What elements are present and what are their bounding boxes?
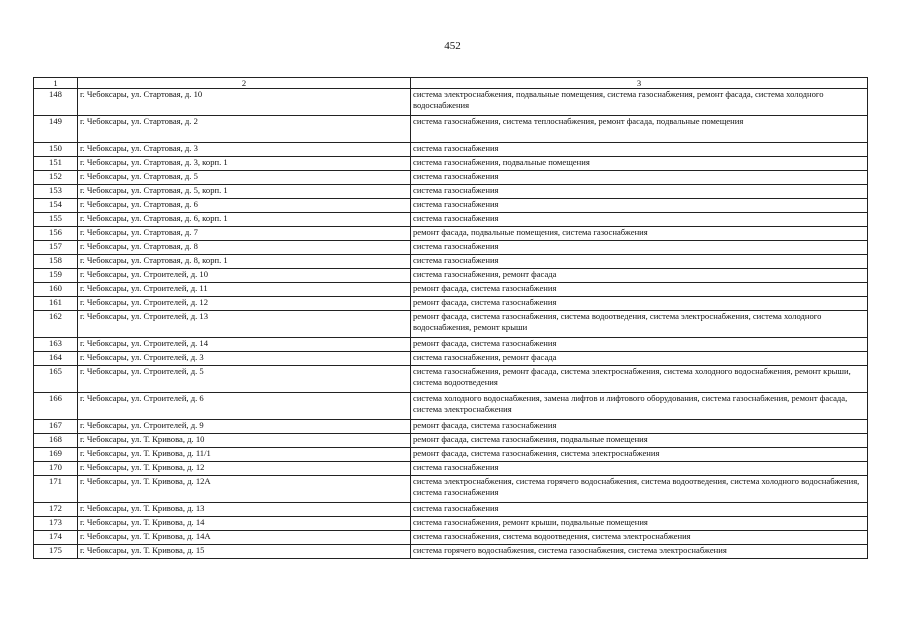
table-row <box>34 531 868 545</box>
building-address: г. Чебоксары, ул. Стартовая, д. 6 <box>78 199 411 213</box>
repair-works: ремонт фасада, система газоснабжения <box>411 283 868 297</box>
building-address: г. Чебоксары, ул. Строителей, д. 14 <box>78 338 411 352</box>
building-address: г. Чебоксары, ул. Т. Кривова, д. 11/1 <box>78 448 411 462</box>
table-row <box>34 283 868 297</box>
building-address: г. Чебоксары, ул. Стартовая, д. 7 <box>78 227 411 241</box>
row-number: 171 <box>34 476 78 503</box>
table-row <box>34 269 868 283</box>
column-header-address: 2 <box>78 78 411 89</box>
table-row <box>34 171 868 185</box>
table-row <box>34 297 868 311</box>
table-row <box>34 255 868 269</box>
row-number: 155 <box>34 213 78 227</box>
table-row <box>34 143 868 157</box>
row-number: 158 <box>34 255 78 269</box>
table-row <box>34 448 868 462</box>
building-address: г. Чебоксары, ул. Стартовая, д. 6, корп. 1 <box>78 213 411 227</box>
table-row <box>34 338 868 352</box>
repair-works: система газоснабжения <box>411 241 868 255</box>
building-address: г. Чебоксары, ул. Стартовая, д. 3, корп. 1 <box>78 157 411 171</box>
row-number: 170 <box>34 462 78 476</box>
repair-works: система газоснабжения, система водоотведения, система электроснабжения <box>411 531 868 545</box>
row-number: 172 <box>34 503 78 517</box>
building-address: г. Чебоксары, ул. Стартовая, д. 8, корп. 1 <box>78 255 411 269</box>
row-number: 167 <box>34 420 78 434</box>
table-row <box>34 476 868 503</box>
table-row <box>34 434 868 448</box>
row-number: 164 <box>34 352 78 366</box>
row-number: 151 <box>34 157 78 171</box>
table-row <box>34 89 868 116</box>
repair-works: система горячего водоснабжения, система газоснабжения, система электроснабжения <box>411 545 868 559</box>
row-number: 174 <box>34 531 78 545</box>
repair-works: система газоснабжения, ремонт фасада, система электроснабжения, система холодного водоснабжения, ремонт крыши, система водоотведения <box>411 366 868 393</box>
table-row <box>34 366 868 393</box>
table-row <box>34 157 868 171</box>
building-address: г. Чебоксары, ул. Строителей, д. 11 <box>78 283 411 297</box>
building-address: г. Чебоксары, ул. Стартовая, д. 10 <box>78 89 411 116</box>
table-row <box>34 311 868 338</box>
building-address: г. Чебоксары, ул. Стартовая, д. 5, корп. 1 <box>78 185 411 199</box>
table-row <box>34 393 868 420</box>
building-address: г. Чебоксары, ул. Стартовая, д. 3 <box>78 143 411 157</box>
repair-works: ремонт фасада, система газоснабжения <box>411 420 868 434</box>
row-number: 160 <box>34 283 78 297</box>
repair-works: система газоснабжения, ремонт фасада <box>411 352 868 366</box>
building-address: г. Чебоксары, ул. Т. Кривова, д. 14А <box>78 531 411 545</box>
building-address: г. Чебоксары, ул. Строителей, д. 5 <box>78 366 411 393</box>
building-address: г. Чебоксары, ул. Строителей, д. 6 <box>78 393 411 420</box>
row-number: 159 <box>34 269 78 283</box>
building-address: г. Чебоксары, ул. Т. Кривова, д. 10 <box>78 434 411 448</box>
building-address: г. Чебоксары, ул. Строителей, д. 13 <box>78 311 411 338</box>
repair-works: ремонт фасада, система газоснабжения <box>411 297 868 311</box>
table-row <box>34 462 868 476</box>
repair-works: ремонт фасада, система газоснабжения, система электроснабжения <box>411 448 868 462</box>
column-header-number: 1 <box>34 78 78 89</box>
row-number: 156 <box>34 227 78 241</box>
repair-works: ремонт фасада, подвальные помещения, система газоснабжения <box>411 227 868 241</box>
row-number: 157 <box>34 241 78 255</box>
table-row <box>34 116 868 143</box>
row-number: 149 <box>34 116 78 143</box>
table-row <box>34 352 868 366</box>
row-number: 173 <box>34 517 78 531</box>
repair-works: система газоснабжения <box>411 213 868 227</box>
row-number: 163 <box>34 338 78 352</box>
row-number: 148 <box>34 89 78 116</box>
repair-works: система электроснабжения, система горячего водоснабжения, система водоотведения, система холодного водоснабжения, система газоснабжения <box>411 476 868 503</box>
table-row <box>34 420 868 434</box>
repair-works: ремонт фасада, система газоснабжения, подвальные помещения <box>411 434 868 448</box>
table-body <box>34 89 868 559</box>
building-address: г. Чебоксары, ул. Т. Кривова, д. 12 <box>78 462 411 476</box>
row-number: 154 <box>34 199 78 213</box>
row-number: 153 <box>34 185 78 199</box>
repair-works: система газоснабжения <box>411 143 868 157</box>
repair-works: ремонт фасада, система газоснабжения <box>411 338 868 352</box>
repair-works: система газоснабжения <box>411 199 868 213</box>
building-address: г. Чебоксары, ул. Строителей, д. 10 <box>78 269 411 283</box>
page-number: 452 <box>444 40 461 52</box>
building-address: г. Чебоксары, ул. Строителей, д. 9 <box>78 420 411 434</box>
repair-works: система газоснабжения, ремонт крыши, подвальные помещения <box>411 517 868 531</box>
table-row <box>34 545 868 559</box>
repair-works: система газоснабжения, подвальные помещения <box>411 157 868 171</box>
table-row <box>34 517 868 531</box>
row-number: 150 <box>34 143 78 157</box>
repair-works: система газоснабжения, ремонт фасада <box>411 269 868 283</box>
repair-works: система газоснабжения <box>411 503 868 517</box>
row-number: 162 <box>34 311 78 338</box>
building-address: г. Чебоксары, ул. Строителей, д. 12 <box>78 297 411 311</box>
row-number: 152 <box>34 171 78 185</box>
table-row <box>34 213 868 227</box>
building-address: г. Чебоксары, ул. Т. Кривова, д. 15 <box>78 545 411 559</box>
row-number: 175 <box>34 545 78 559</box>
building-address: г. Чебоксары, ул. Стартовая, д. 8 <box>78 241 411 255</box>
building-address: г. Чебоксары, ул. Стартовая, д. 2 <box>78 116 411 143</box>
repair-works: система газоснабжения <box>411 462 868 476</box>
building-address: г. Чебоксары, ул. Т. Кривова, д. 12А <box>78 476 411 503</box>
table-header-row <box>34 78 868 89</box>
table-row <box>34 503 868 517</box>
repair-works: система холодного водоснабжения, замена лифтов и лифтового оборудования, система газоснабжения, ремонт фасада, система электроснабжения <box>411 393 868 420</box>
repair-works: система газоснабжения <box>411 255 868 269</box>
repair-works: система электроснабжения, подвальные помещения, система газоснабжения, ремонт фасада, система холодного водоснабжения <box>411 89 868 116</box>
building-address: г. Чебоксары, ул. Строителей, д. 3 <box>78 352 411 366</box>
building-address: г. Чебоксары, ул. Стартовая, д. 5 <box>78 171 411 185</box>
column-header-works: 3 <box>411 78 868 89</box>
row-number: 169 <box>34 448 78 462</box>
repair-works: система газоснабжения, система теплоснабжения, ремонт фасада, подвальные помещения <box>411 116 868 143</box>
building-address: г. Чебоксары, ул. Т. Кривова, д. 14 <box>78 517 411 531</box>
table-row <box>34 241 868 255</box>
row-number: 165 <box>34 366 78 393</box>
row-number: 166 <box>34 393 78 420</box>
table-row <box>34 227 868 241</box>
repair-works: система газоснабжения <box>411 185 868 199</box>
repair-works: система газоснабжения <box>411 171 868 185</box>
building-address: г. Чебоксары, ул. Т. Кривова, д. 13 <box>78 503 411 517</box>
table-row <box>34 185 868 199</box>
row-number: 168 <box>34 434 78 448</box>
table-row <box>34 199 868 213</box>
row-number: 161 <box>34 297 78 311</box>
repair-works: ремонт фасада, система газоснабжения, система водоотведения, система электроснабжения, система холодного водоснабжения, ремонт крыши <box>411 311 868 338</box>
buildings-table <box>33 77 868 559</box>
